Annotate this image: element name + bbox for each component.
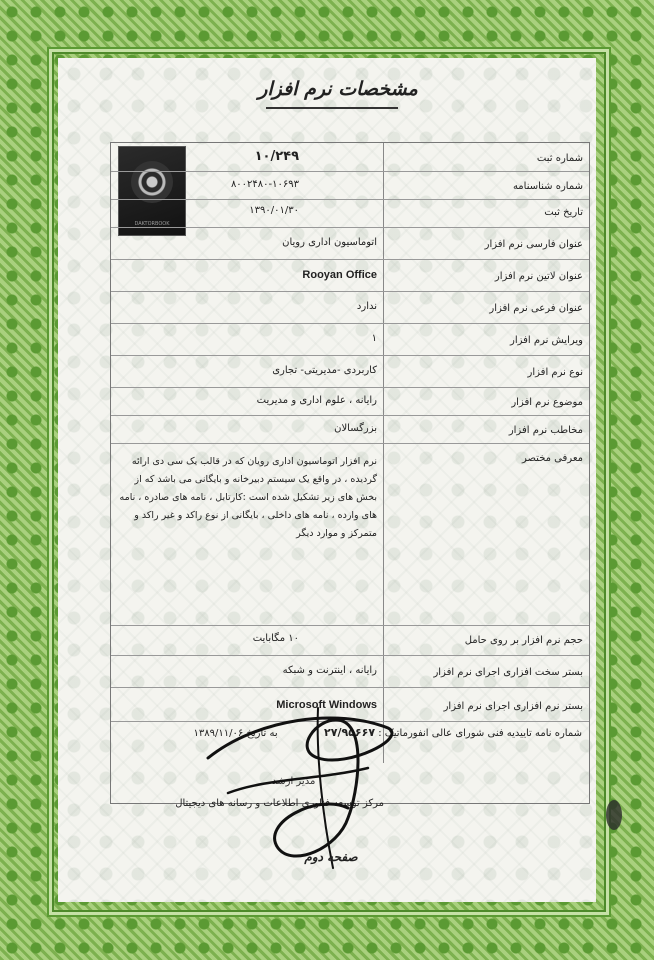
value-id-number: ۸۰۰۲۴۸۰-۱۰۶۹۳	[230, 179, 299, 190]
value-audience: بزرگسالان	[334, 423, 377, 434]
value-registration-number: ۱۰/۲۴۹	[254, 149, 299, 164]
label-audience: مخاطب نرم افزار	[508, 425, 583, 436]
value-software-platform: Microsoft Windows	[276, 699, 377, 711]
row-divider	[111, 323, 589, 324]
label-size: حجم نرم افزار بر روی حامل	[464, 635, 583, 646]
value-software-type: کاربردی -مدیریتی- تجاری	[272, 365, 377, 376]
certificate-paper	[58, 58, 596, 902]
value-subtitle: ندارد	[356, 301, 377, 312]
label-software-type: نوع نرم افزار	[527, 367, 583, 378]
page-label: صفحه دوم	[304, 850, 358, 864]
label-version: ویرایش نرم افزار	[510, 335, 583, 346]
row-divider	[111, 415, 589, 416]
approval-number: ۲۷/۹۵۶۶۷	[324, 726, 376, 739]
label-registration-date: تاریخ ثبت	[544, 207, 583, 218]
row-divider	[111, 291, 589, 292]
row-divider	[111, 199, 589, 200]
label-hardware-platform: بستر سخت افزاری اجرای نرم افزار	[433, 667, 583, 678]
row-divider	[111, 355, 589, 356]
label-subject: موضوع نرم افزار	[511, 397, 583, 408]
document-title: مشخصات نرم افزار	[258, 78, 418, 100]
signatory-title: مدیر ارشد	[272, 776, 316, 787]
column-divider	[383, 143, 384, 763]
row-divider	[111, 443, 589, 444]
approval-date-label: به تاریخ	[246, 728, 278, 739]
label-subtitle: عنوان فرعی نرم افزار	[489, 303, 583, 314]
label-latin-title: عنوان لاتین نرم افزار	[494, 271, 583, 282]
approval-label: شماره نامه تاییدیه فنی شورای عالی انفورماتیک :	[378, 728, 582, 739]
row-divider	[111, 227, 589, 228]
value-registration-date: ۱۳۹۰/۰۱/۳۰	[249, 205, 299, 216]
label-software-platform: بستر نرم افزاری اجرای نرم افزار	[443, 701, 583, 712]
stamp-mark	[606, 800, 622, 830]
row-divider	[111, 625, 589, 626]
row-divider	[111, 387, 589, 388]
value-brief-intro: نرم افزار اتوماسیون اداری رویان که در قالب یک سی دی ارائه گردیده ، در واقع یک سیستم دبیرخانه و بایگانی می باشد که از بخش های زیر تشکیل شده است :کارتابل ، نامه های صادره ، نامه های وارده ، نامه های داخلی ، بایگانی از نوع راکد و غیر راکد و متمرکز و موارد دیگر	[119, 456, 377, 539]
value-subject: رایانه ، علوم اداری و مدیریت	[256, 395, 377, 406]
value-version: ۱	[371, 333, 377, 344]
value-persian-title: اتوماسیون اداری رویان	[282, 237, 377, 248]
label-registration-number: شماره ثبت	[536, 153, 583, 164]
value-hardware-platform: رایانه ، اینترنت و شبکه	[282, 665, 377, 676]
signatory-org: مرکز توسعه فناوری اطلاعات و رسانه های دیجیتال	[175, 798, 384, 809]
value-size: ۱۰ مگابایت	[252, 633, 299, 644]
seal-text: DAKTORBOOK	[134, 221, 170, 227]
label-persian-title: عنوان فارسی نرم افزار	[484, 239, 583, 250]
row-divider	[111, 171, 589, 172]
row-divider	[111, 259, 589, 260]
value-latin-title: Rooyan Office	[302, 269, 377, 281]
label-brief-intro: معرفی مختصر	[521, 453, 583, 464]
row-divider	[111, 687, 589, 688]
approval-date: ۱۳۸۹/۱۱/۰۶	[193, 728, 244, 739]
title-underline	[266, 107, 398, 109]
row-divider	[111, 655, 589, 656]
label-id-number: شماره شناسنامه	[512, 181, 583, 192]
